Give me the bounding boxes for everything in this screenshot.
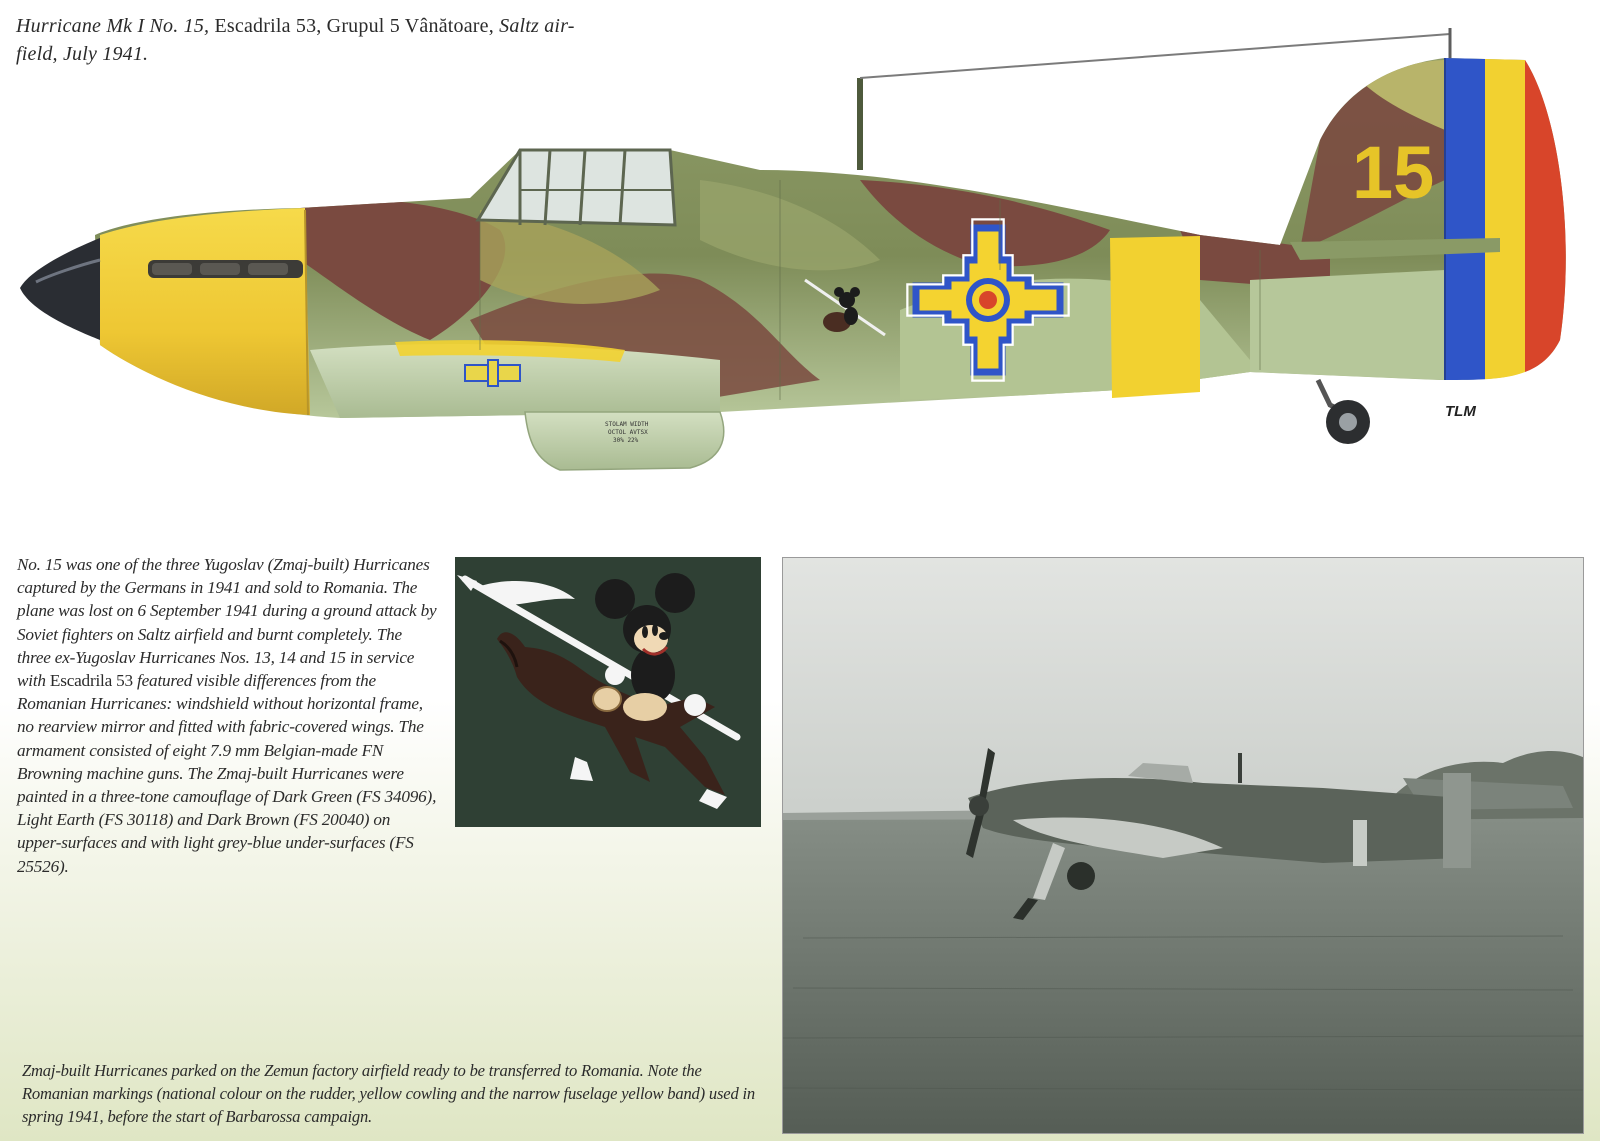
canopy: [478, 150, 675, 225]
artist-signature: TLM: [1445, 403, 1476, 420]
svg-text:30% 22%: 30% 22%: [613, 437, 639, 444]
exhaust-stacks: [148, 260, 303, 278]
svg-text:OCTOL AVTSX: OCTOL AVTSX: [608, 429, 648, 436]
antenna-wire: [860, 34, 1450, 78]
title-date: field, July 1941.: [16, 43, 149, 65]
yellow-cowling: [100, 208, 310, 415]
historical-photo: [782, 557, 1584, 1134]
description-paragraph: No. 15 was one of the three Yugoslav (Zmaj-built) Hurricanes captured by the Germans in 1941 and sold to Romania. The plane was lost on 6 September 1941 during a ground attack by Soviet fighters on Saltz airfield and burnt completely. The three ex-Yugoslav Hurricanes Nos. 13, 14 and 15 in service with Escadrila 53 featured visible differences from the Romanian Hurricanes: windshield without horizontal frame, no rearview mirror and fitted with fabric-covered wings. The armament consisted of eight 7.9 mm Belgian-made FN Browning machine guns. The Zmaj-built Hurricanes were painted in a three-tone camouflage of Dark Green (FS 34096), Light Earth (FS 30118) and Dark Brown (FS 20040) on upper-surfaces and with light grey-blue under-surfaces (FS 25526).: [17, 555, 437, 876]
rudder-tricolour: [1445, 50, 1575, 390]
svg-text:STOLAM WIDTH: STOLAM WIDTH: [605, 421, 649, 428]
fuselage-yellow-band: [1110, 236, 1200, 398]
propeller-spinner: [20, 238, 100, 340]
photo-hurricanes-parked: [783, 558, 1584, 1134]
title-unit: Escadrila 53, Grupul 5 Vânătoare,: [209, 15, 494, 37]
aircraft-profile-illustration: [0, 20, 1600, 500]
title-aircraft: Hurricane Mk I No. 15,: [16, 15, 210, 37]
photo-caption: Zmaj-built Hurricanes parked on the Zemun factory airfield ready to be transferred to Romania. Note the Romanian markings (national colour on the rudder, yellow cowling and the narrow fuselage yellow band) used in spring 1941, before the start of Barbarossa campaign.: [22, 1061, 755, 1126]
title-location: Saltz air-: [493, 15, 575, 37]
mickey-insignia-illustration: [455, 557, 761, 827]
tail-wheel: [1318, 380, 1370, 444]
mickey-mouse-insignia-detail: [455, 557, 761, 827]
aircraft-number: 15: [1352, 131, 1435, 214]
